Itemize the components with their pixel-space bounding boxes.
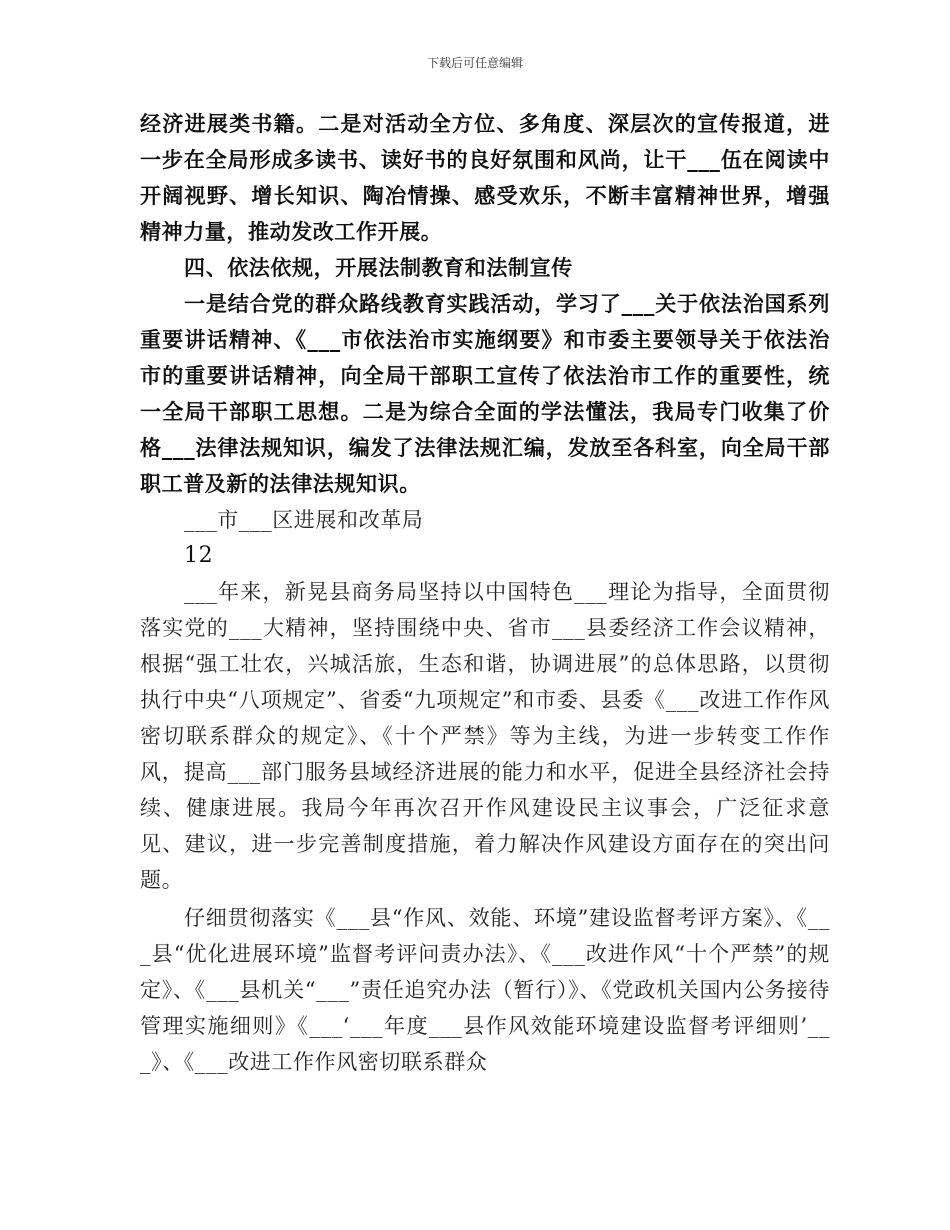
- paragraph-legal-education: 一是结合党的群众路线教育实践活动，学习了___关于依法治国系列重要讲话精神、《___市依法治市实施纲要》和市委主要领导关于依法治市的重要讲话精神，向全局干部职工宣传了依法治市工作的重要性，统一全局干部职工思想。二是为综合全面的学法懂法，我局专门收集了价格___法律法规知识，编发了法律法规汇编，发放至各科室，向全局干部职工普及新的法律法规知识。: [140, 291, 830, 496]
- signature-organization: ___市___区进展和改革局: [184, 508, 424, 532]
- header-note: 下载后可任意编辑: [426, 56, 523, 70]
- section-number: 12: [184, 543, 214, 568]
- paragraph-regulations: 仔细贯彻落实《___县“作风、效能、环境”建设监督考评方案》、《___县“优化进展环境”监督考评问责办法》、《___改进作风“十个严禁”的规定》、《___县机关“___”责任追究办法（暂行）》、《党政机关国内公务接待管理实施细则》《___‘___年度___县作风效能环境建设监督考评细则’___》、《___改进工作作风密切联系群众: [140, 906, 830, 1074]
- section-heading-legal-education: 四、依法依规，开展法制教育和法制宣传: [184, 255, 573, 280]
- document-body: [140, 106, 830, 1080]
- paragraph-reading-promotion: 经济进展类书籍。二是对活动全方位、多角度、深层次的宣传报道，进一步在全局形成多读书、读好书的良好氛围和风尚，让干___伍在阅读中开阔视野、增长知识、陶冶情操、感受欢乐，不断丰富精神世界，增强精神力量，推动发改工作开展。: [140, 111, 830, 244]
- paragraph-commerce-bureau: ___年来，新晃县商务局坚持以中国特色___理论为指导，全面贯彻落实党的___大精神，坚持围绕中央、省市___县委经济工作会议精神，根据“强工壮农，兴城活旅，生态和谐，协调进展”的总体思路，以贯彻执行中央“八项规定”、省委“九项规定”和市委、县委《___改进工作作风密切联系群众的规定》、《十个严禁》等为主线，为进一步转变工作作风，提高___部门服务县域经济进展的能力和水平，促进全县经济社会持续、健康进展。我局今年再次召开作风建设民主议事会，广泛征求意见、建议，进一步完善制度措施，着力解决作风建设方面存在的突出问题。: [140, 580, 830, 892]
